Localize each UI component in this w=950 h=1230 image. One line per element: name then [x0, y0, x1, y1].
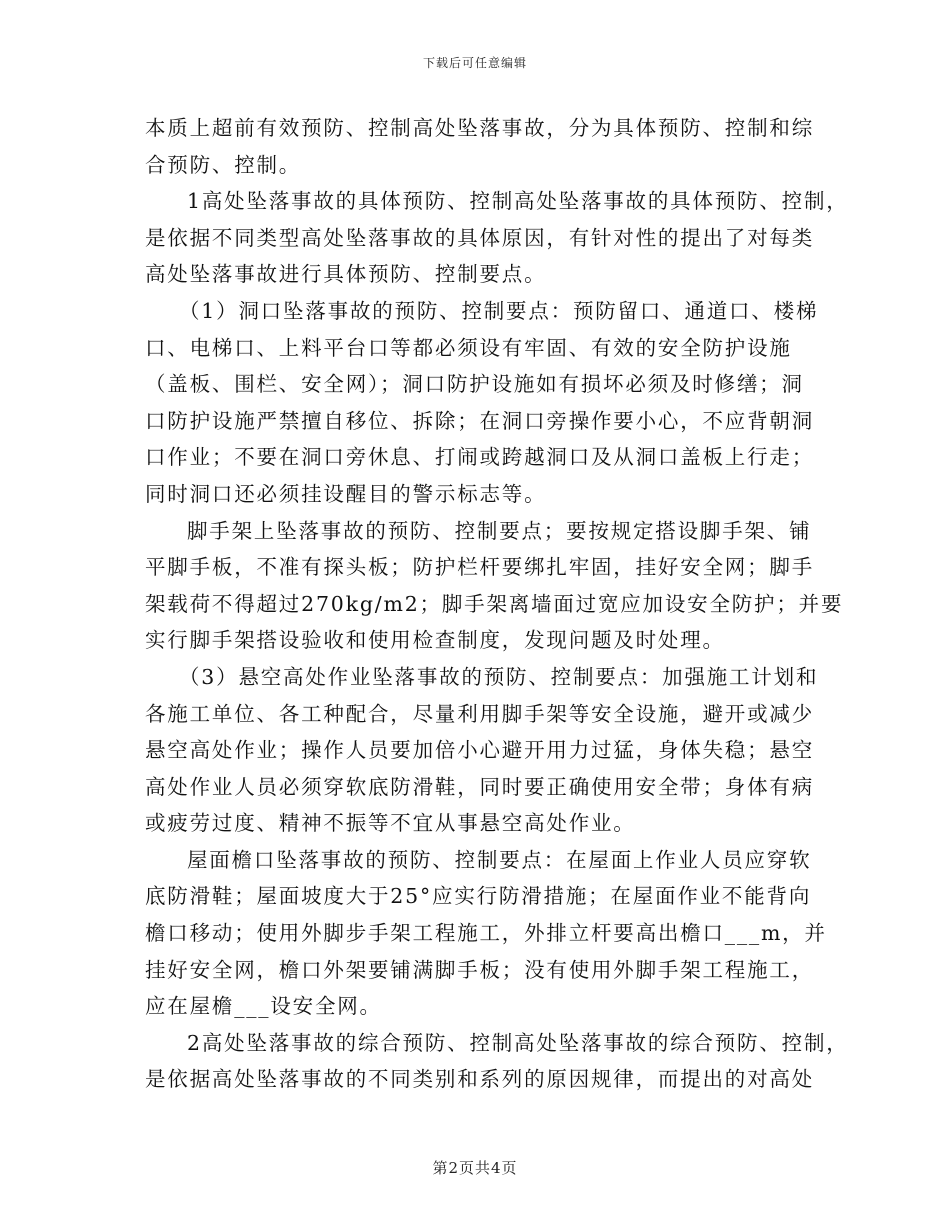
- paragraph-scaffold-falls: [145, 513, 844, 659]
- text-line: 合预防、控制。: [145, 152, 302, 177]
- text-line: 实行脚手架搭设验收和使用检查制度，发现问题及时处理。: [145, 628, 725, 653]
- paragraph-comprehensive-prevention: [145, 1025, 849, 1098]
- text-line: 是依据高处坠落事故的不同类别和系列的原因规律，而提出的对高处: [145, 1067, 814, 1092]
- text-line: 高处坠落事故进行具体预防、控制要点。: [145, 262, 547, 287]
- text-line: 高处作业人员必须穿软底防滑鞋，同时要正确使用安全带；身体有病: [145, 774, 814, 799]
- document-body: [145, 110, 849, 1098]
- paragraph-roof-eaves: [145, 842, 827, 1025]
- text-line: 平脚手板，不准有探头板；防护栏杆要绑扎牢固，挂好安全网；脚手: [145, 555, 814, 580]
- text-line: 悬空高处作业；操作人员要加倍小心避开用力过猛，身体失稳；悬空: [145, 738, 814, 763]
- paragraph-intro: [145, 110, 814, 183]
- paragraph-suspended-work: [145, 659, 819, 842]
- text-line: 各施工单位、各工种配合，尽量利用脚手架等安全设施，避开或减少: [145, 701, 814, 726]
- text-line: 应在屋檐___设安全网。: [145, 994, 382, 1019]
- text-line: 口作业；不要在洞口旁休息、打闹或跨越洞口及从洞口盖板上行走；: [145, 445, 814, 470]
- text-line: 本质上超前有效预防、控制高处坠落事故，分为具体预防、控制和综: [145, 116, 814, 140]
- text-line: 屋面檐口坠落事故的预防、控制要点：在屋面上作业人员应穿软: [187, 847, 812, 872]
- text-line: 架载荷不得超过270kg/m2；脚手架离墙面过宽应加设安全防护；并要: [145, 591, 844, 616]
- text-line: 同时洞口还必须挂设醒目的警示标志等。: [145, 481, 547, 506]
- text-line: 挂好安全网，檐口外架要铺满脚手板；没有使用外脚手架工程施工，: [145, 957, 814, 982]
- text-line: 檐口移动；使用外脚步手架工程施工，外排立杆要高出檐口___m，并: [145, 921, 827, 946]
- text-line: （盖板、围栏、安全网）；洞口防护设施如有损坏必须及时修缮；洞: [145, 372, 804, 397]
- text-line: 2高处坠落事故的综合预防、控制高处坠落事故的综合预防、控制，: [187, 1030, 849, 1055]
- page-footer: 第2页共4页: [432, 1159, 518, 1177]
- text-line: （3）悬空高处作业坠落事故的预防、控制要点：加强施工计划和: [179, 664, 819, 689]
- text-line: 底防滑鞋；屋面坡度大于25°应实行防滑措施；在屋面作业不能背向: [145, 884, 812, 909]
- text-line: 是依据不同类型高处坠落事故的具体原因，有针对性的提出了对每类: [145, 225, 814, 250]
- text-line: 1高处坠落事故的具体预防、控制高处坠落事故的具体预防、控制，: [187, 189, 849, 214]
- page-header: 下载后可任意编辑: [422, 56, 527, 70]
- text-line: 脚手架上坠落事故的预防、控制要点；要按规定搭设脚手架、铺: [187, 518, 812, 543]
- paragraph-specific-prevention: [145, 183, 849, 293]
- text-line: 口、电梯口、上料平台口等都必须设有牢固、有效的安全防护设施: [145, 335, 792, 360]
- paragraph-opening-falls: [145, 293, 819, 513]
- text-line: 口防护设施严禁擅自移位、拆除；在洞口旁操作要小心，不应背朝洞: [145, 408, 814, 433]
- text-line: 或疲劳过度、精神不振等不宜从事悬空高处作业。: [145, 811, 636, 836]
- text-line: （1）洞口坠落事故的预防、控制要点：预防留口、通道口、楼梯: [179, 298, 819, 323]
